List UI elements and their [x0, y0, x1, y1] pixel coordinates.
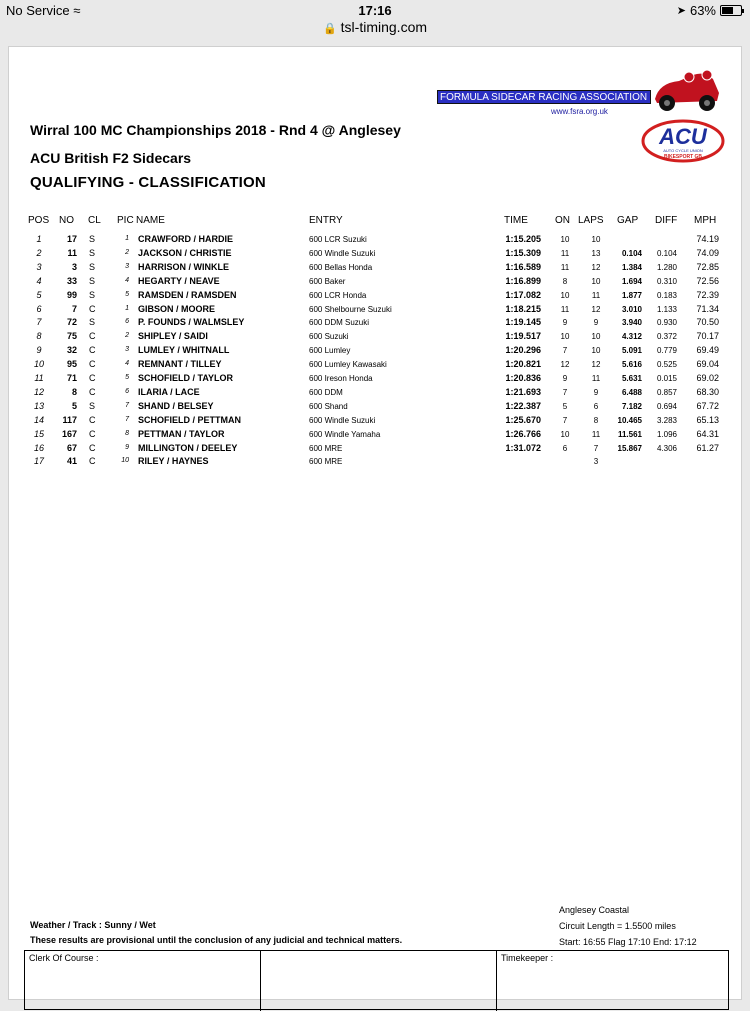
cell-gap: 1.384: [621, 262, 642, 272]
cell-diff: 1.096: [656, 429, 677, 439]
table-row: [9, 456, 743, 470]
cell-no: 41: [66, 456, 77, 467]
cell-entry: 600 Bellas Honda: [309, 262, 373, 272]
cell-name: LUMLEY / WHITNALL: [138, 345, 230, 356]
col-pos: POS: [28, 215, 50, 226]
cell-name: SHAND / BELSEY: [138, 400, 214, 411]
cell-pos: 11: [34, 373, 44, 383]
cell-mph: 74.09: [696, 247, 719, 258]
cell-pos: 13: [33, 400, 44, 411]
cell-pos: 16: [33, 442, 44, 453]
cell-no: 3: [71, 261, 77, 272]
cell-laps: 10: [591, 346, 601, 356]
cell-diff: 0.930: [656, 318, 677, 328]
cell-pos: 15: [33, 428, 44, 439]
cell-on: 9: [562, 374, 568, 383]
cell-gap: 3.010: [621, 304, 642, 314]
cell-entry: 600 Suzuki: [309, 332, 349, 342]
cell-no: 72: [66, 317, 77, 328]
cell-cl: C: [89, 303, 96, 314]
cell-pic: 7: [125, 401, 129, 409]
cell-time: 1:15.309: [505, 247, 541, 258]
table-row: [9, 317, 743, 331]
cell-mph: 74.19: [696, 234, 719, 244]
cell-on: 7: [562, 387, 568, 397]
cell-name: GIBSON / MOORE: [138, 303, 216, 314]
cell-diff: 0.310: [656, 276, 677, 286]
cell-gap: 1.694: [621, 276, 642, 286]
cell-pos: 2: [36, 247, 42, 258]
cell-no: 32: [66, 345, 77, 356]
cell-pic: 4: [125, 276, 129, 284]
cell-no: 11: [67, 247, 77, 258]
cell-laps: 11: [591, 290, 601, 300]
cell-entry: 600 Windle Yamaha: [309, 429, 381, 439]
cell-pic: 9: [125, 443, 129, 451]
cell-no: 67: [66, 442, 77, 453]
cell-entry: 600 LCR Honda: [309, 290, 367, 300]
cell-cl: C: [89, 442, 96, 453]
cell-pic: 8: [125, 429, 129, 437]
cell-laps: 6: [593, 401, 599, 411]
clerk-of-course: Clerk Of Course :: [25, 951, 261, 1011]
cell-cl: S: [89, 317, 96, 328]
event-title: Wirral 100 MC Championships 2018 - Rnd 4 @ Anglesey: [30, 122, 401, 138]
cell-cl: C: [89, 414, 96, 425]
cell-laps: 3: [593, 457, 599, 467]
cell-pos: 6: [36, 303, 42, 314]
col-time: TIME: [504, 215, 528, 226]
battery-icon: [720, 5, 742, 16]
cell-name: RILEY / HAYNES: [138, 456, 209, 467]
cell-time: 1:21.693: [505, 386, 541, 397]
cell-gap: 5.616: [621, 360, 642, 370]
cell-gap: 5.091: [621, 346, 642, 356]
cell-on: 7: [562, 415, 568, 425]
cell-on: 10: [560, 235, 570, 244]
table-row: [9, 331, 743, 345]
cell-diff: 0.372: [656, 332, 677, 342]
cell-cl: S: [89, 234, 96, 244]
cell-laps: 9: [593, 318, 599, 328]
cell-cl: C: [89, 359, 96, 370]
cell-laps: 12: [591, 304, 601, 314]
cell-on: 11: [560, 248, 570, 258]
cell-diff: 0.857: [656, 387, 677, 397]
fsra-banner: FORMULA SIDECAR RACING ASSOCIATION: [437, 90, 651, 104]
wifi-icon: ≈: [73, 3, 81, 18]
cell-time: 1:20.821: [505, 359, 541, 370]
cell-entry: 600 Shelbourne Suzuki: [309, 304, 392, 314]
cell-no: 7: [71, 303, 77, 314]
cell-name: MILLINGTON / DEELEY: [138, 442, 238, 453]
cell-mph: 72.39: [696, 289, 719, 300]
class-title: ACU British F2 Sidecars: [30, 150, 192, 166]
cell-mph: 67.72: [696, 400, 719, 411]
results-page: [8, 46, 742, 1000]
col-mph: MPH: [694, 215, 717, 226]
cell-entry: 600 DDM: [309, 387, 343, 397]
provisional-note: These results are provisional until the conclusion of any judicial and technical matters.: [30, 935, 403, 945]
cell-gap: 0.104: [621, 248, 642, 258]
battery-percent: 63%: [689, 3, 716, 18]
cell-diff: 0.015: [656, 374, 677, 383]
cell-gap: 11.561: [617, 429, 642, 439]
cell-name: PETTMAN / TAYLOR: [138, 428, 225, 439]
cell-entry: 600 DDM Suzuki: [309, 318, 370, 328]
cell-mph: 69.04: [696, 359, 719, 370]
cell-pic: 4: [125, 360, 129, 368]
cell-gap: 4.312: [621, 332, 642, 342]
cell-gap: 15.867: [617, 443, 642, 453]
cell-diff: 0.694: [656, 401, 677, 411]
cell-cl: C: [89, 456, 96, 467]
cell-no: 33: [66, 275, 77, 286]
cell-pos: 7: [36, 317, 42, 328]
cell-pic: 5: [125, 290, 129, 298]
cell-entry: 600 Windle Suzuki: [309, 415, 376, 425]
cell-on: 11: [560, 262, 570, 272]
circuit-name: Anglesey Coastal: [559, 905, 630, 915]
cell-laps: 8: [593, 415, 599, 425]
cell-entry: 600 Lumley Kawasaki: [309, 360, 387, 370]
cell-entry: 600 MRE: [309, 457, 343, 467]
cell-no: 75: [66, 331, 77, 342]
cell-no: 117: [62, 414, 77, 425]
table-row: [9, 304, 743, 318]
col-on: ON: [555, 215, 570, 226]
circuit-length: Circuit Length = 1.5500 miles: [559, 921, 676, 931]
cell-pic: 3: [125, 346, 129, 354]
cell-gap: 1.877: [621, 290, 642, 300]
cell-time: 1:31.072: [505, 442, 541, 453]
cell-on: 6: [562, 443, 568, 453]
cell-on: 8: [562, 276, 568, 286]
cell-time: 1:16.589: [505, 261, 541, 272]
circuit-info: [559, 902, 697, 950]
session-title: QUALIFYING - CLASSIFICATION: [30, 174, 266, 191]
cell-laps: 11: [591, 429, 601, 439]
cell-on: 7: [562, 346, 568, 356]
cell-pos: 14: [33, 414, 44, 425]
table-row: [9, 262, 743, 276]
clock: 17:16: [358, 3, 392, 18]
cell-on: 9: [562, 318, 568, 328]
cell-pic: 6: [125, 318, 129, 326]
cell-no: 17: [66, 234, 77, 244]
cell-mph: 69.02: [696, 373, 719, 383]
cell-on: 12: [560, 360, 570, 370]
cell-gap: 5.631: [621, 374, 642, 383]
cell-laps: 10: [591, 235, 601, 244]
col-entry: ENTRY: [309, 215, 343, 226]
cell-pic: 5: [125, 374, 129, 381]
cell-on: 5: [562, 401, 568, 411]
cell-laps: 13: [591, 248, 601, 258]
cell-diff: 4.306: [656, 443, 677, 453]
cell-on: 10: [560, 429, 570, 439]
url-text: tsl-timing.com: [340, 19, 428, 35]
table-row: [9, 345, 743, 359]
col-name: NAME: [136, 215, 165, 226]
cell-pos: 8: [36, 331, 42, 342]
cell-name: JACKSON / CHRISTIE: [138, 247, 232, 258]
cell-on: 10: [560, 290, 570, 300]
address-bar[interactable]: [0, 19, 750, 41]
acu-text: ACU: [659, 124, 707, 149]
lock-icon: 🔒: [322, 23, 337, 35]
cell-no: 71: [66, 373, 77, 383]
cell-no: 5: [71, 400, 77, 411]
cell-diff: 0.525: [656, 360, 677, 370]
cell-cl: S: [89, 247, 96, 258]
cell-mph: 68.30: [696, 386, 719, 397]
cell-cl: S: [89, 400, 96, 411]
cell-entry: 600 Baker: [309, 276, 346, 286]
cell-entry: 600 Windle Suzuki: [309, 248, 376, 258]
cell-no: 95: [66, 359, 77, 370]
cell-cl: C: [89, 345, 96, 356]
cell-pos: 3: [36, 261, 42, 272]
cell-mph: 64.31: [696, 428, 719, 439]
cell-entry: 600 Shand: [309, 401, 348, 411]
cell-no: 8: [71, 386, 77, 397]
table-row: [9, 401, 743, 415]
acu-sub2: BIKESPORT GB: [663, 154, 703, 160]
cell-cl: C: [89, 386, 96, 397]
cell-mph: 65.13: [696, 414, 719, 425]
cell-cl: C: [89, 373, 96, 383]
table-row: [9, 429, 743, 443]
signature-blank: [261, 951, 497, 1011]
cell-mph: 71.34: [696, 303, 719, 314]
col-laps: LAPS: [578, 215, 604, 226]
table-row: [9, 443, 743, 457]
table-row: [9, 387, 743, 401]
cell-diff: 3.283: [656, 415, 677, 425]
cell-pic: 10: [121, 457, 129, 465]
battery-status: [677, 3, 742, 18]
col-pic: PIC: [117, 215, 134, 226]
cell-mph: 70.50: [696, 317, 719, 328]
cell-laps: 12: [591, 360, 601, 370]
cell-pic: 2: [125, 332, 129, 340]
cell-no: 167: [61, 428, 77, 439]
session-times: Start: 16:55 Flag 17:10 End: 17:12: [559, 937, 697, 947]
cell-laps: 7: [593, 443, 599, 453]
cell-cl: C: [89, 331, 96, 342]
col-gap: GAP: [617, 215, 639, 226]
cell-on: 11: [560, 304, 570, 314]
cell-diff: 0.779: [656, 346, 677, 356]
cell-entry: 600 LCR Suzuki: [309, 235, 367, 244]
weather-track: Weather / Track : Sunny / Wet: [30, 920, 156, 930]
cell-laps: 9: [593, 387, 599, 397]
table-row: [9, 373, 743, 387]
col-cl: CL: [88, 215, 101, 226]
sidecar-logo-icon: [649, 65, 725, 113]
signature-box: [24, 950, 729, 1010]
cell-pos: 1: [36, 234, 42, 244]
col-no: NO: [59, 215, 74, 226]
cell-gap: 10.465: [617, 415, 642, 425]
table-row: [9, 234, 743, 248]
cell-diff: 0.104: [656, 248, 677, 258]
cell-entry: 600 Lumley: [309, 346, 351, 356]
cell-mph: 61.27: [696, 442, 719, 453]
cell-name: SCHOFIELD / PETTMAN: [138, 414, 241, 425]
cell-mph: 72.56: [696, 275, 719, 286]
cell-name: HARRISON / WINKLE: [138, 261, 229, 272]
cell-time: 1:25.670: [505, 414, 541, 425]
cell-pos: 4: [36, 275, 42, 286]
cell-laps: 10: [591, 276, 601, 286]
cell-mph: 69.49: [696, 345, 719, 356]
cell-pic: 6: [125, 387, 129, 395]
cell-mph: 72.85: [696, 261, 719, 272]
cell-diff: 1.280: [656, 262, 677, 272]
cell-name: ILARIA / LACE: [138, 386, 200, 397]
timekeeper: Timekeeper :: [501, 953, 554, 963]
cell-pos: 5: [36, 289, 42, 300]
table-row: [9, 276, 743, 290]
cell-diff: 1.133: [656, 304, 677, 314]
col-diff: DIFF: [655, 215, 678, 226]
cell-cl: S: [89, 261, 96, 272]
cell-time: 1:16.899: [505, 275, 541, 286]
cell-laps: 11: [591, 374, 601, 383]
cell-pic: 1: [125, 235, 129, 242]
cell-time: 1:26.766: [505, 428, 541, 439]
cell-laps: 10: [591, 332, 601, 342]
cell-pic: 3: [125, 262, 129, 270]
table-row: [9, 290, 743, 304]
cell-time: 1:20.296: [505, 345, 541, 356]
cell-pos: 9: [36, 345, 42, 356]
cell-name: P. FOUNDS / WALMSLEY: [138, 317, 245, 328]
cell-name: HEGARTY / NEAVE: [138, 275, 220, 286]
cell-pic: 2: [125, 248, 129, 256]
cell-gap: 6.488: [621, 387, 642, 397]
cell-name: RAMSDEN / RAMSDEN: [138, 289, 237, 300]
cell-mph: 70.17: [696, 331, 719, 342]
table-row: [9, 415, 743, 429]
cell-no: 99: [66, 289, 77, 300]
cell-time: 1:15.205: [505, 234, 541, 244]
cell-gap: 7.182: [621, 401, 642, 411]
cell-time: 1:20.836: [505, 373, 541, 383]
cell-pic: 1: [125, 304, 129, 312]
cell-cl: S: [89, 275, 96, 286]
cell-name: REMNANT / TILLEY: [138, 359, 222, 370]
cell-time: 1:18.215: [505, 303, 541, 314]
table-row: [9, 359, 743, 373]
carrier-status: No Service ≈: [6, 3, 81, 18]
acu-sub1: AUTO CYCLE UNION: [663, 148, 703, 153]
cell-laps: 12: [591, 262, 601, 272]
cell-on: 10: [560, 332, 570, 342]
cell-entry: 600 MRE: [309, 443, 343, 453]
cell-entry: 600 Ireson Honda: [309, 374, 373, 383]
cell-diff: 0.183: [656, 290, 677, 300]
cell-cl: C: [89, 428, 96, 439]
acu-logo-icon: [641, 119, 725, 163]
cell-pos: 10: [33, 359, 44, 370]
cell-pic: 7: [125, 415, 129, 423]
table-row: [9, 248, 743, 262]
cell-time: 1:19.145: [505, 317, 541, 328]
cell-name: SCHOFIELD / TAYLOR: [138, 373, 234, 383]
cell-name: SHIPLEY / SAIDI: [138, 331, 208, 342]
cell-time: 1:17.082: [505, 289, 541, 300]
cell-time: 1:22.387: [505, 400, 541, 411]
cell-pos: 12: [33, 386, 44, 397]
fsra-url: www.fsra.org.uk: [551, 107, 608, 116]
cell-time: 1:19.517: [505, 331, 541, 342]
cell-pos: 17: [33, 456, 44, 467]
cell-cl: S: [89, 289, 96, 300]
cell-gap: 3.940: [621, 318, 642, 328]
location-icon: ➤: [676, 5, 686, 17]
cell-name: CRAWFORD / HARDIE: [138, 234, 233, 244]
